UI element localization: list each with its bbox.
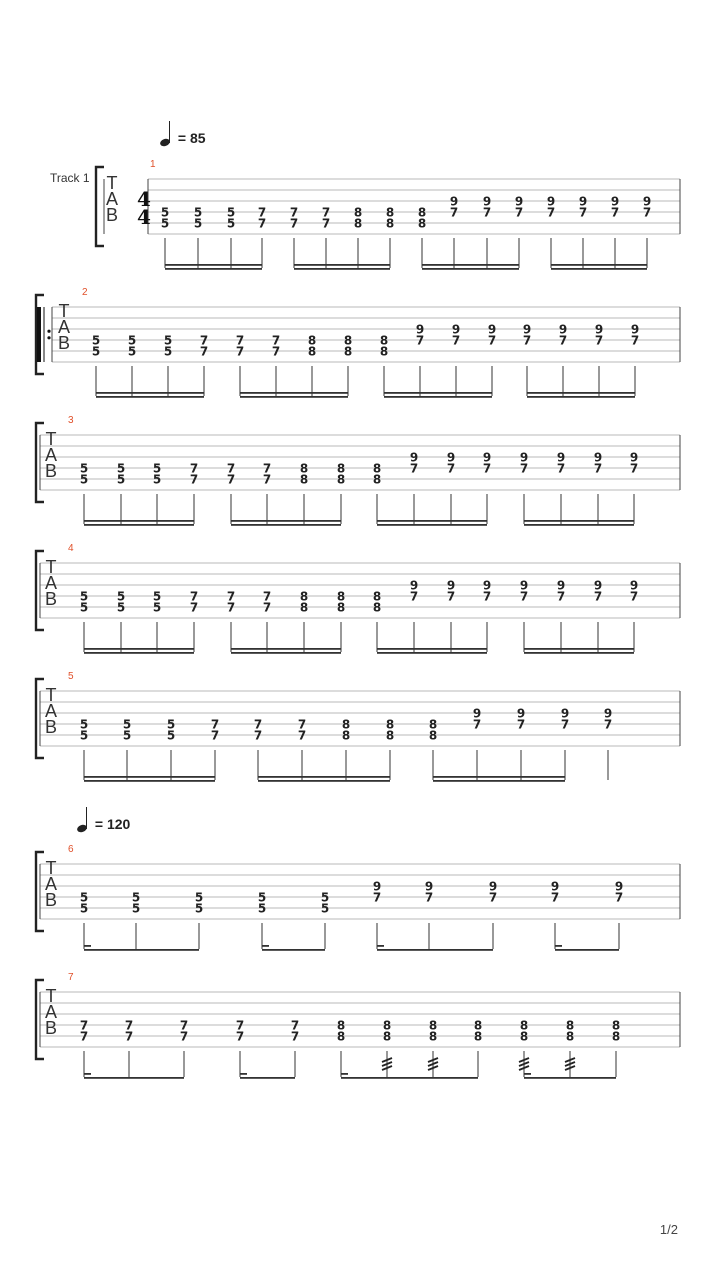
partial-beam: [84, 945, 91, 947]
fret-number: 7: [189, 589, 199, 604]
tab-letter: B: [44, 589, 58, 609]
fret-number: 7: [488, 890, 498, 905]
fret-number: 7: [124, 1018, 134, 1033]
fret-number: 7: [522, 333, 532, 348]
fret-number: 9: [446, 450, 456, 465]
fret-number: 8: [343, 344, 353, 359]
fret-number: 9: [593, 450, 603, 465]
fret-number: 9: [446, 578, 456, 593]
measure-number: 1: [150, 159, 156, 170]
fret-number: 5: [79, 589, 89, 604]
tab-letter: A: [57, 317, 71, 337]
beam: [551, 268, 647, 270]
fret-number: 7: [262, 472, 272, 487]
tab-letter: T: [45, 858, 57, 878]
fret-number: 9: [424, 879, 434, 894]
fret-number: 9: [482, 578, 492, 593]
fret-number: 7: [556, 589, 566, 604]
fret-number: 7: [235, 333, 245, 348]
fret-number: 9: [451, 322, 461, 337]
fret-number: 5: [79, 890, 89, 905]
fret-number: 5: [163, 333, 173, 348]
fret-number: 9: [603, 706, 613, 721]
fret-number: 7: [226, 589, 236, 604]
beam: [422, 264, 519, 266]
beam: [524, 648, 634, 650]
fret-number: 8: [385, 205, 395, 220]
fret-number: 7: [226, 600, 236, 615]
beam: [377, 652, 487, 654]
fret-number: 8: [372, 589, 382, 604]
fret-number: 8: [565, 1029, 575, 1044]
fret-number: 9: [415, 322, 425, 337]
fret-number: 8: [417, 216, 427, 231]
fret-number: 7: [289, 205, 299, 220]
fret-number: 5: [163, 344, 173, 359]
fret-number: 8: [299, 461, 309, 476]
fret-number: 7: [372, 890, 382, 905]
fret-number: 8: [611, 1018, 621, 1033]
fret-number: 8: [307, 333, 317, 348]
fret-number: 7: [235, 344, 245, 359]
fret-number: 9: [610, 194, 620, 209]
fret-number: 7: [79, 1018, 89, 1033]
fret-number: 7: [290, 1018, 300, 1033]
beam: [231, 520, 341, 522]
fret-number: 9: [482, 194, 492, 209]
beam: [258, 780, 390, 782]
tab-letter: A: [44, 573, 58, 593]
fret-number: 8: [385, 717, 395, 732]
fret-number: 5: [116, 600, 126, 615]
fret-number: 7: [578, 205, 588, 220]
measure-number: 2: [82, 287, 88, 298]
fret-number: 8: [336, 600, 346, 615]
fret-number: 8: [379, 344, 389, 359]
fret-number: 9: [558, 322, 568, 337]
beam: [240, 396, 348, 398]
fret-number: 9: [642, 194, 652, 209]
fret-number: 7: [179, 1018, 189, 1033]
fret-number: 7: [546, 205, 556, 220]
beam: [165, 268, 262, 270]
fret-number: 7: [409, 589, 419, 604]
fret-number: 8: [336, 589, 346, 604]
fret-number: 5: [152, 589, 162, 604]
beam: [551, 264, 647, 266]
fret-number: 7: [593, 589, 603, 604]
partial-beam: [377, 945, 384, 947]
tab-letter: A: [44, 1002, 58, 1022]
tab-letter: B: [57, 333, 71, 353]
fret-number: 5: [193, 205, 203, 220]
beam: [84, 776, 215, 778]
fret-number: 7: [199, 333, 209, 348]
fret-number: 8: [428, 1018, 438, 1033]
fret-number: 7: [560, 717, 570, 732]
beam: [384, 392, 492, 394]
fret-number: 5: [257, 890, 267, 905]
fret-number: 9: [594, 322, 604, 337]
fret-number: 7: [253, 728, 263, 743]
fret-number: 7: [415, 333, 425, 348]
fret-number: 7: [642, 205, 652, 220]
fret-number: 5: [127, 344, 137, 359]
fret-number: 8: [473, 1018, 483, 1033]
fret-number: 7: [614, 890, 624, 905]
fret-number: 5: [131, 901, 141, 916]
fret-number: 8: [307, 344, 317, 359]
fret-number: 7: [235, 1029, 245, 1044]
fret-number: 5: [226, 216, 236, 231]
fret-number: 7: [516, 717, 526, 732]
track-label: Track 1: [50, 171, 90, 185]
fret-number: 8: [519, 1029, 529, 1044]
fret-number: 9: [546, 194, 556, 209]
fret-number: 5: [116, 461, 126, 476]
fret-number: 5: [166, 717, 176, 732]
fret-number: 5: [91, 333, 101, 348]
fret-number: 7: [550, 890, 560, 905]
fret-number: 7: [226, 472, 236, 487]
fret-number: 9: [409, 450, 419, 465]
system-bracket: [96, 167, 104, 246]
fret-number: 8: [343, 333, 353, 348]
fret-number: 5: [116, 472, 126, 487]
fret-number: 5: [131, 890, 141, 905]
beam: [240, 392, 348, 394]
fret-number: 8: [341, 728, 351, 743]
beam: [377, 524, 487, 526]
fret-number: 8: [428, 1029, 438, 1044]
fret-number: 5: [79, 600, 89, 615]
tab-letter: B: [105, 205, 119, 225]
fret-number: 5: [166, 728, 176, 743]
fret-number: 9: [556, 578, 566, 593]
beam: [527, 396, 635, 398]
beam: [433, 780, 565, 782]
fret-number: 7: [629, 589, 639, 604]
beam: [377, 949, 493, 951]
fret-number: 8: [428, 717, 438, 732]
fret-number: 9: [472, 706, 482, 721]
fret-number: 8: [519, 1018, 529, 1033]
fret-number: 7: [321, 216, 331, 231]
beam: [384, 396, 492, 398]
fret-number: 5: [79, 901, 89, 916]
fret-number: 9: [514, 194, 524, 209]
fret-number: 5: [194, 901, 204, 916]
fret-number: 8: [336, 1018, 346, 1033]
fret-number: 8: [385, 216, 395, 231]
fret-number: 7: [271, 344, 281, 359]
fret-number: 8: [428, 728, 438, 743]
fret-number: 8: [336, 461, 346, 476]
tempo-value: = 85: [177, 130, 206, 146]
beam: [422, 268, 519, 270]
fret-number: 7: [514, 205, 524, 220]
fret-number: 5: [116, 589, 126, 604]
measure-number: 3: [68, 415, 74, 426]
fret-number: 8: [417, 205, 427, 220]
partial-beam: [262, 945, 269, 947]
tab-letter: A: [44, 874, 58, 894]
fret-number: 8: [611, 1029, 621, 1044]
beam: [294, 264, 390, 266]
fret-number: 8: [385, 728, 395, 743]
beam: [84, 780, 215, 782]
fret-number: 7: [257, 216, 267, 231]
beam: [377, 648, 487, 650]
partial-beam: [524, 1073, 531, 1075]
tab-letter: A: [44, 701, 58, 721]
fret-number: 5: [160, 216, 170, 231]
partial-beam: [240, 1073, 247, 1075]
fret-number: 7: [290, 1029, 300, 1044]
fret-number: 7: [262, 589, 272, 604]
fret-number: 7: [189, 461, 199, 476]
beam: [258, 776, 390, 778]
fret-number: 9: [614, 879, 624, 894]
fret-number: 7: [235, 1018, 245, 1033]
fret-number: 8: [353, 216, 363, 231]
fret-number: 7: [451, 333, 461, 348]
fret-number: 7: [271, 333, 281, 348]
fret-number: 7: [257, 205, 267, 220]
fret-number: 9: [630, 322, 640, 337]
fret-number: 9: [629, 450, 639, 465]
tempo-value: = 120: [94, 816, 131, 832]
fret-number: 7: [321, 205, 331, 220]
fret-number: 5: [320, 901, 330, 916]
fret-number: 5: [320, 890, 330, 905]
fret-number: 5: [226, 205, 236, 220]
fret-number: 7: [210, 717, 220, 732]
fret-number: 7: [487, 333, 497, 348]
fret-number: 7: [629, 461, 639, 476]
partial-beam: [84, 1073, 91, 1075]
fret-number: 5: [152, 461, 162, 476]
tab-letter: T: [45, 986, 57, 1006]
tab-letter: B: [44, 461, 58, 481]
fret-number: 7: [449, 205, 459, 220]
fret-number: 9: [560, 706, 570, 721]
beam: [341, 1077, 478, 1079]
fret-number: 7: [262, 461, 272, 476]
beam: [524, 524, 634, 526]
fret-number: 7: [253, 717, 263, 732]
beam: [240, 1077, 295, 1079]
fret-number: 7: [424, 890, 434, 905]
beam: [294, 268, 390, 270]
fret-number: 5: [127, 333, 137, 348]
fret-number: 9: [519, 578, 529, 593]
beam: [84, 652, 194, 654]
fret-number: 9: [488, 879, 498, 894]
fret-number: 8: [299, 589, 309, 604]
beam: [231, 648, 341, 650]
fret-number: 7: [79, 1029, 89, 1044]
beam: [527, 392, 635, 394]
fret-number: 8: [299, 600, 309, 615]
repeat-dot: [47, 336, 50, 339]
page-number: 1/2: [659, 1222, 678, 1237]
fret-number: 7: [179, 1029, 189, 1044]
fret-number: 7: [556, 461, 566, 476]
measure-number: 6: [68, 844, 74, 855]
fret-number: 8: [336, 1029, 346, 1044]
tab-letter: T: [45, 685, 57, 705]
beam: [96, 396, 204, 398]
time-signature-numerator: 4: [137, 187, 151, 211]
fret-number: 5: [257, 901, 267, 916]
time-signature-denominator: 4: [137, 205, 151, 229]
tab-letter: B: [44, 1018, 58, 1038]
tab-letter: T: [106, 173, 118, 193]
beam: [524, 652, 634, 654]
fret-number: 7: [472, 717, 482, 732]
fret-number: 7: [124, 1029, 134, 1044]
beam: [84, 949, 199, 951]
fret-number: 9: [578, 194, 588, 209]
fret-number: 7: [297, 728, 307, 743]
fret-number: 7: [289, 216, 299, 231]
fret-number: 8: [382, 1029, 392, 1044]
beam: [524, 1077, 616, 1079]
fret-number: 7: [446, 461, 456, 476]
measure-number: 4: [68, 543, 74, 554]
fret-number: 7: [593, 461, 603, 476]
fret-number: 8: [353, 205, 363, 220]
fret-number: 8: [336, 472, 346, 487]
fret-number: 7: [226, 461, 236, 476]
repeat-dot: [47, 330, 50, 333]
fret-number: 9: [593, 578, 603, 593]
fret-number: 9: [409, 578, 419, 593]
repeat-thick-bar: [37, 307, 41, 362]
fret-number: 5: [194, 890, 204, 905]
fret-number: 7: [630, 333, 640, 348]
fret-number: 5: [122, 728, 132, 743]
fret-number: 5: [79, 472, 89, 487]
fret-number: 9: [556, 450, 566, 465]
beam: [231, 652, 341, 654]
fret-number: 9: [516, 706, 526, 721]
fret-number: 7: [558, 333, 568, 348]
tab-letter: T: [45, 557, 57, 577]
fret-number: 5: [79, 728, 89, 743]
fret-number: 7: [297, 717, 307, 732]
fret-number: 8: [473, 1029, 483, 1044]
partial-beam: [555, 945, 562, 947]
fret-number: 7: [262, 600, 272, 615]
fret-number: 8: [299, 472, 309, 487]
fret-number: 8: [372, 461, 382, 476]
beam: [433, 776, 565, 778]
fret-number: 8: [565, 1018, 575, 1033]
fret-number: 5: [79, 461, 89, 476]
fret-number: 7: [482, 589, 492, 604]
beam: [231, 524, 341, 526]
beam: [84, 520, 194, 522]
fret-number: 9: [487, 322, 497, 337]
beam: [84, 648, 194, 650]
fret-number: 7: [199, 344, 209, 359]
beam: [377, 520, 487, 522]
fret-number: 9: [519, 450, 529, 465]
beam: [262, 949, 325, 951]
fret-number: 5: [79, 717, 89, 732]
fret-number: 7: [446, 589, 456, 604]
beam: [84, 524, 194, 526]
fret-number: 7: [482, 205, 492, 220]
partial-beam: [341, 1073, 348, 1075]
fret-number: 9: [522, 322, 532, 337]
fret-number: 5: [160, 205, 170, 220]
measure-number: 7: [68, 972, 74, 983]
fret-number: 8: [382, 1018, 392, 1033]
fret-number: 9: [550, 879, 560, 894]
beam: [96, 392, 204, 394]
fret-number: 5: [193, 216, 203, 231]
fret-number: 5: [152, 600, 162, 615]
fret-number: 7: [189, 600, 199, 615]
fret-number: 9: [372, 879, 382, 894]
fret-number: 7: [519, 589, 529, 604]
fret-number: 9: [629, 578, 639, 593]
tab-letter: A: [44, 445, 58, 465]
fret-number: 5: [122, 717, 132, 732]
fret-number: 8: [379, 333, 389, 348]
tab-letter: B: [44, 890, 58, 910]
tab-letter: T: [58, 301, 70, 321]
measure-number: 5: [68, 671, 74, 682]
fret-number: 8: [372, 600, 382, 615]
beam: [165, 264, 262, 266]
fret-number: 5: [152, 472, 162, 487]
fret-number: 7: [409, 461, 419, 476]
fret-number: 7: [610, 205, 620, 220]
beam: [555, 949, 619, 951]
fret-number: 5: [91, 344, 101, 359]
tab-letter: A: [105, 189, 119, 209]
fret-number: 7: [594, 333, 604, 348]
beam: [524, 520, 634, 522]
beam: [84, 1077, 184, 1079]
tab-letter: T: [45, 429, 57, 449]
fret-number: 7: [482, 461, 492, 476]
fret-number: 7: [210, 728, 220, 743]
fret-number: 7: [189, 472, 199, 487]
tab-letter: B: [44, 717, 58, 737]
fret-number: 8: [341, 717, 351, 732]
fret-number: 7: [519, 461, 529, 476]
fret-number: 9: [482, 450, 492, 465]
fret-number: 8: [372, 472, 382, 487]
fret-number: 7: [603, 717, 613, 732]
fret-number: 9: [449, 194, 459, 209]
